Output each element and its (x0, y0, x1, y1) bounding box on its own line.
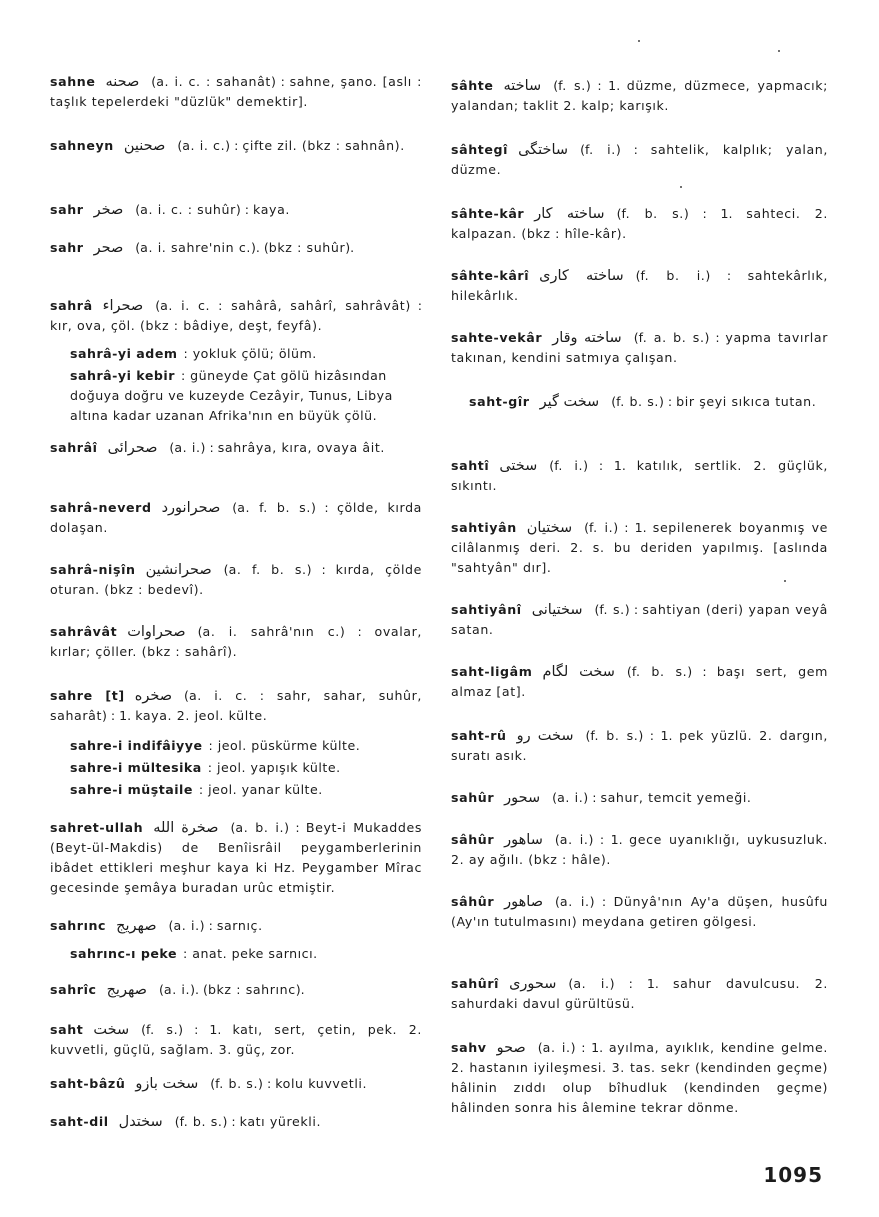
definition: (a. f. b. s.) : çölde, kırda dolaşan. (50, 500, 422, 535)
definition: : jeol. yanar külte. (198, 782, 323, 797)
sub-entry (70, 736, 422, 756)
headword: saht-bâzû (50, 1076, 126, 1091)
entry (451, 726, 828, 766)
definition: (f. b. s.) : başı sert, gem almaz [at]. (451, 664, 828, 699)
definition: : jeol. püskürme külte. (208, 738, 361, 753)
definition: (f. b. s.) : kolu kuvvetli. (210, 1076, 368, 1091)
headword: sahtî (451, 458, 490, 473)
definition: (a. i. sahrâ'nın c.) : ovalar, kırlar; çöller. (bkz : sahârî). (50, 624, 422, 659)
definition: (a. i. c. : sahârâ, sahârî, sahrâvât) : kır, ova, çöl. (bkz : bâdiye, deşt, feyfâ). (50, 298, 422, 333)
headword: sahrınc-ı peke (70, 946, 177, 961)
headword: sahrâ (50, 298, 93, 313)
sub-entry (70, 366, 422, 426)
arabic-script: سخت رو (516, 728, 574, 744)
arabic-script: صحنه (105, 74, 140, 90)
headword: sahrâ-neverd (50, 500, 152, 515)
entry (451, 974, 828, 1014)
arabic-script: سختى (499, 458, 538, 474)
headword: sahre-i mültesika (70, 760, 202, 775)
arabic-script: صاهور (504, 894, 544, 910)
arabic-script: صحراء (102, 298, 144, 314)
headword: sahrîc (50, 982, 97, 997)
entry (451, 600, 828, 640)
definition: (a. i.) : 1. ayılma, ayıklık, kendine gelme. 2. hastanın iyileşmesi. 3. tas. sekr (kendinden geçme) hâlinin zıddı olup bîhudluk (kendinden geçme) hâlinden sonra his âlemine tekrar dönme. (451, 1040, 828, 1115)
entry (451, 1038, 828, 1118)
print-speck (638, 40, 640, 42)
print-speck (778, 50, 780, 52)
arabic-script: ساخته كار (534, 206, 605, 222)
headword: sâhûr (451, 894, 495, 909)
arabic-script: سحورى (509, 976, 557, 992)
definition: (f. b. s.) : 1. sahteci. 2. kalpazan. (bkz : hîle-kâr). (451, 206, 828, 241)
arabic-script: سختيان (526, 520, 573, 536)
definition: (f. i.) : 1. sepilenerek boyanmış ve cilâlanmış deri. 2. s. bu deriden yapılmış. [aslında "sahtyân" dır]. (451, 520, 828, 575)
print-speck (680, 186, 682, 188)
entry (50, 1074, 422, 1094)
definition: (a. i.) : sahur, temcit yemeği. (552, 790, 752, 805)
entry (50, 622, 422, 662)
headword: sahre-i indifâiyye (70, 738, 203, 753)
headword: sâhte (451, 78, 494, 93)
headword: sahrınc (50, 918, 107, 933)
arabic-script: صحرانشين (145, 562, 212, 578)
entry (50, 498, 422, 538)
entry (451, 140, 828, 180)
headword: sahr (50, 240, 84, 255)
arabic-script: صحر (93, 240, 124, 256)
definition: (a. f. b. s.) : kırda, çölde oturan. (bkz : bedevî). (50, 562, 422, 597)
headword: sahret-ullah (50, 820, 144, 835)
definition: (f. s.) : 1. düzme, düzmece, yapmacık; yalandan; taklit 2. kalp; karışık. (451, 78, 828, 113)
definition: : jeol. yapışık külte. (207, 760, 341, 775)
headword: sahûrî (451, 976, 500, 991)
arabic-script: سختيانى (531, 602, 583, 618)
definition: (a. i. c. : sahanât) : sahne, şano. [aslı : taşlık tepelerdeki "düzlük" demektir]. (50, 74, 422, 109)
headword: sahte-vekâr (451, 330, 543, 345)
definition: (f. b. i.) : sahtekârlık, hilekârlık. (451, 268, 828, 303)
arabic-script: صخر (93, 202, 124, 218)
sub-entry (70, 344, 422, 364)
entry (50, 136, 422, 156)
entry (50, 238, 422, 258)
headword: saht (50, 1022, 84, 1037)
sub-entry (70, 944, 422, 964)
entry (50, 1020, 422, 1060)
definition: : yokluk çölü; ölüm. (183, 346, 317, 361)
headword: saht-dil (50, 1114, 109, 1129)
entry (50, 438, 422, 458)
sub-entry (70, 780, 422, 800)
entry (451, 328, 828, 368)
arabic-script: ساخته (503, 78, 542, 94)
headword: sâhte-kârî (451, 268, 530, 283)
definition: (f. s.) : sahtiyan (deri) yapan veyâ satan. (451, 602, 828, 637)
definition: (a. i. sahre'nin c.). (bkz : suhûr). (135, 240, 355, 255)
headword: sahneyn (50, 138, 114, 153)
headword: sahv (451, 1040, 487, 1055)
entry (50, 916, 422, 936)
definition: (f. a. b. s.) : yapma tavırlar takınan, kendini satmıya çalışan. (451, 330, 828, 365)
headword: sahrâ-nişîn (50, 562, 136, 577)
arabic-script: صهريج (116, 918, 157, 934)
entry (50, 72, 422, 112)
headword: sahrâî (50, 440, 98, 455)
definition: (a. i.) : 1. sahur davulcusu. 2. sahurdaki davul gürültüsü. (451, 976, 828, 1011)
entry (50, 560, 422, 600)
sub-entry (70, 758, 422, 778)
arabic-script: صخره (134, 688, 173, 704)
entry (451, 456, 828, 496)
definition: (f. i.) : sahtelik, kalplık; yalan, düzme. (451, 142, 828, 177)
entry (451, 266, 828, 306)
entry (451, 518, 828, 578)
entry (451, 830, 828, 870)
headword: sahr (50, 202, 84, 217)
headword: sahtiyân (451, 520, 517, 535)
headword: sahûr (451, 790, 495, 805)
arabic-script: سخت لگام (542, 664, 615, 680)
definition: (a. i. c. : sahr, sahar, suhûr, saharât) : 1. kaya. 2. jeol. külte. (50, 688, 422, 723)
entry (451, 204, 828, 244)
entry (451, 788, 828, 808)
arabic-script: سخت (93, 1022, 130, 1038)
arabic-script: صحرانورد (161, 500, 221, 516)
page-number: 1095 (763, 1163, 823, 1187)
headword: saht-rû (451, 728, 507, 743)
entry (451, 892, 828, 932)
definition: (f. i.) : 1. katılık, sertlik. 2. güçlük, sıkıntı. (451, 458, 828, 493)
definition: (a. b. i.) : Beyt-i Mukaddes (Beyt-ül-Makdis) de Benîisrâil peygamberlerinin ibâdet ettikleri meşhur kaya ki Hz. Peygamber Mîrac gecesinde şemâya buradan urûc etmiştir. (50, 820, 422, 895)
arabic-script: سخت گير (539, 394, 600, 410)
entry (50, 818, 422, 898)
entry (50, 686, 422, 726)
definition: (a. i.) : sarnıç. (168, 918, 263, 933)
definition: (f. b. s.) : bir şeyi sıkıca tutan. (611, 394, 817, 409)
definition: (f. b. s.) : katı yürekli. (174, 1114, 322, 1129)
definition: (a. i.) : sahrâya, kıra, ovaya âit. (169, 440, 385, 455)
arabic-script: صحراوات (127, 624, 186, 640)
definition: (a. i. c. : suhûr) : kaya. (135, 202, 290, 217)
arabic-script: صهريج (106, 982, 147, 998)
entry (50, 980, 422, 1000)
headword: sahrâvât (50, 624, 118, 639)
entry (469, 392, 828, 412)
headword: sâhûr (451, 832, 495, 847)
headword: saht-gîr (469, 394, 530, 409)
entry (451, 662, 828, 702)
print-speck (784, 580, 786, 582)
arabic-script: سحور (504, 790, 541, 806)
entry (50, 1112, 422, 1132)
arabic-script: صخرة الله (153, 820, 219, 836)
headword: sâhte-kâr (451, 206, 525, 221)
definition: (a. i.). (bkz : sahrınc). (158, 982, 305, 997)
headword: sâhtegî (451, 142, 509, 157)
entry (451, 76, 828, 116)
arabic-script: صحنين (123, 138, 166, 154)
entry (50, 296, 422, 336)
definition: : güneyde Çat gölü hizâsından doğuya doğru ve kuzeyde Cezâyir, Tunus, Libya altına kadar uzanan Afrika'nın en büyük çölü. (70, 368, 393, 423)
arabic-script: ساختگى (518, 142, 569, 158)
arabic-script: سخت بازو (135, 1076, 199, 1092)
headword: sahre-i müştaile (70, 782, 193, 797)
arabic-script: صحو (496, 1040, 526, 1056)
definition: (f. s.) : 1. katı, sert, çetin, pek. 2. kuvvetli, güçlü, sağlam. 3. güç, zor. (50, 1022, 422, 1057)
entry (50, 200, 422, 220)
headword: sahtiyânî (451, 602, 522, 617)
arabic-script: سختدل (118, 1114, 163, 1130)
definition: (f. b. s.) : 1. pek yüzlü. 2. dargın, suratı asık. (451, 728, 828, 763)
headword: sahre [t] (50, 688, 125, 703)
headword: sahrâ-yi kebir (70, 368, 175, 383)
definition: : anat. peke sarnıcı. (182, 946, 318, 961)
arabic-script: ساخته كارى (539, 268, 624, 284)
arabic-script: ساهور (504, 832, 543, 848)
headword: saht-ligâm (451, 664, 533, 679)
definition: (a. i.) : Dünyâ'nın Ay'a düşen, husûfu (Ay'ın tutulmasını) meydana getiren gölgesi. (451, 894, 828, 929)
definition: (a. i. c.) : çifte zil. (bkz : sahnân). (177, 138, 405, 153)
headword: sahrâ-yi adem (70, 346, 178, 361)
arabic-script: ساخته وقار (552, 330, 622, 346)
definition: (a. i.) : 1. gece uyanıklığı, uykusuzluk. 2. ay ağılı. (bkz : hâle). (451, 832, 828, 867)
arabic-script: صحرائى (107, 440, 158, 456)
headword: sahne (50, 74, 96, 89)
